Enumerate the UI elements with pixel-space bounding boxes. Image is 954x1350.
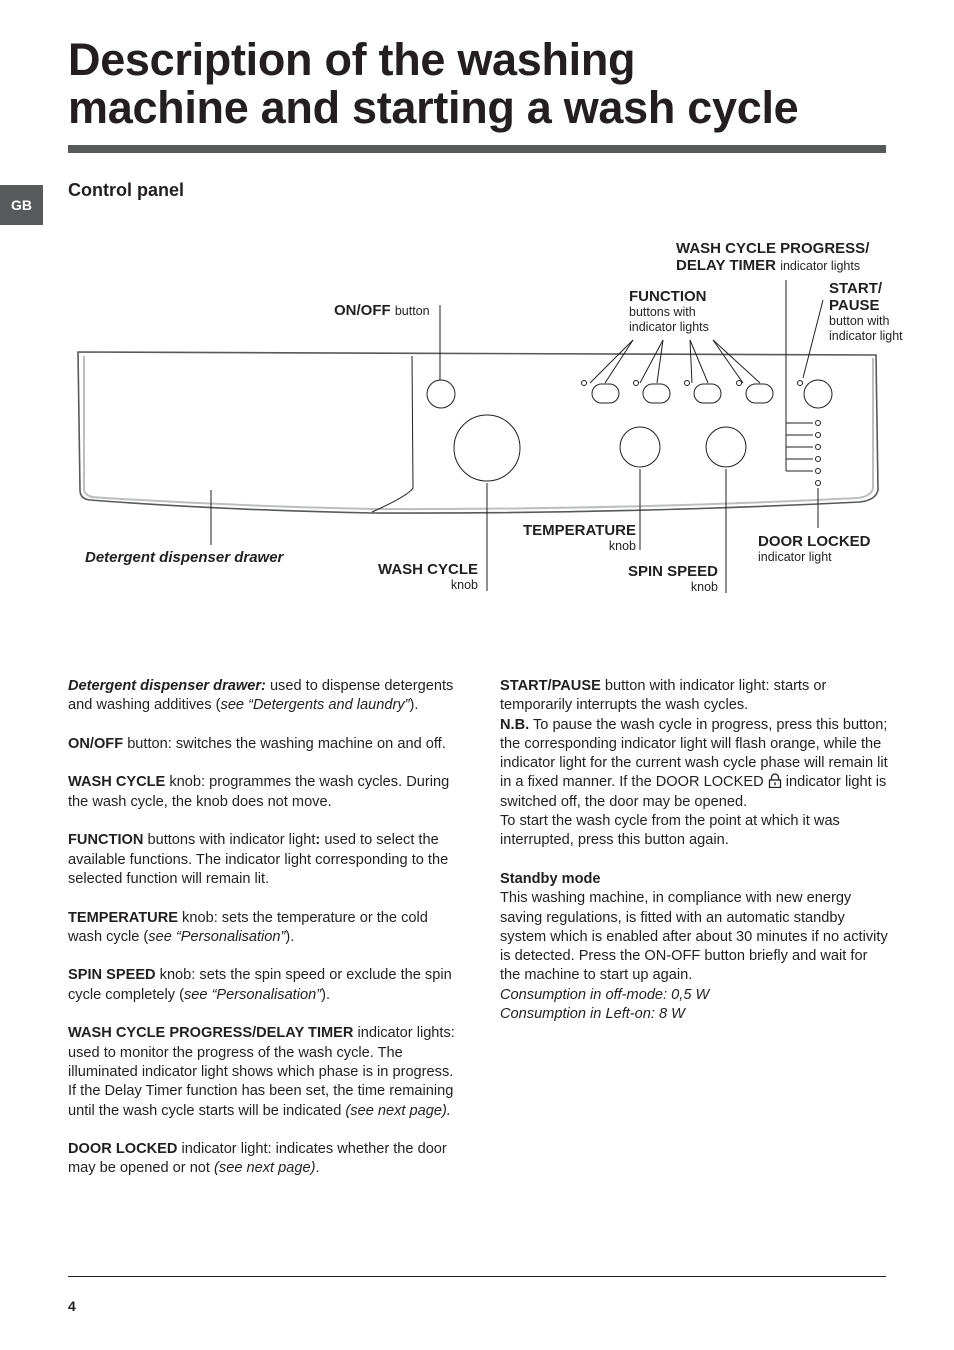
para-temperature: TEMPERATURE knob: sets the temperature or the cold wash cycle (see “Personalisation”). xyxy=(68,909,428,945)
consumption-left-on: Consumption in Left-on: 8 W xyxy=(500,1006,685,1023)
title-rule xyxy=(68,145,886,153)
para-nb: N.B. To pause the wash cycle in progress, press this button; the corresponding indicator light will flash orange, while the indicator light for the current wash cycle phase will remain lit in a fixed manner. If the DOOR LOCKED indicator light is switched off, the door may be opened. xyxy=(500,716,888,810)
door-locked-label: DOOR LOCKED indicator light xyxy=(758,533,871,564)
spin-speed-label: SPIN SPEED knob xyxy=(627,563,718,594)
panel-inner-edge xyxy=(84,356,94,497)
wash-cycle-label: WASH CYCLE knob xyxy=(377,561,478,592)
description-left-column xyxy=(68,677,458,1198)
para-start-pause: START/PAUSE button with indicator light: starts or temporarily interrupts the wash cycles. xyxy=(500,678,827,714)
para-spin-speed: SPIN SPEED knob: sets the spin speed or exclude the spin cycle completely (see “Personalisation”). xyxy=(68,967,452,1003)
temperature-knob-shape xyxy=(620,427,660,467)
function-label: FUNCTION buttons with indicator lights xyxy=(629,288,709,334)
para-wash-progress: WASH CYCLE PROGRESS/DELAY TIMER indicator lights: used to monitor the progress of the wash cycle. The illuminated indicator light shows which phase is in progress. xyxy=(68,1025,455,1080)
temperature-label: TEMPERATURE knob xyxy=(522,522,636,553)
detergent-drawer-label: Detergent dispenser drawer xyxy=(85,549,284,566)
lock-icon xyxy=(768,773,782,788)
para-wash-cycle: WASH CYCLE knob: programmes the wash cycles. During the wash cycle, the knob does not move. xyxy=(68,774,450,810)
para-onoff: ON/OFF button: switches the washing machine on and off. xyxy=(68,735,446,752)
function-button-2 xyxy=(643,384,670,403)
footer-rule xyxy=(68,1276,886,1277)
para-function: FUNCTION buttons with indicator light: used to select the available functions. The indicator light corresponding to the selected function will remain lit. xyxy=(68,832,449,887)
section-title: Control panel xyxy=(68,180,184,200)
drawer-divider xyxy=(372,356,413,512)
spin-speed-knob-shape xyxy=(706,427,746,467)
para-restart: To start the wash cycle from the point at which it was interrupted, press this button again. xyxy=(500,813,840,849)
title-line-1: Description of the washing xyxy=(68,34,636,85)
onoff-button-shape xyxy=(427,380,455,408)
para-delay-timer: If the Delay Timer function has been set, the time remaining until the wash cycle starts will be indicated (see next page). xyxy=(68,1083,454,1119)
para-detergent: Detergent dispenser drawer: used to dispense detergents and washing additives (see “Detergents and laundry”). xyxy=(68,678,454,714)
wash-cycle-knob-shape xyxy=(454,415,520,481)
start-pause-button-shape xyxy=(804,380,832,408)
wash-progress-label: WASH CYCLE PROGRESS/ DELAY TIMER indicator lights xyxy=(676,240,870,274)
page-title xyxy=(68,36,898,132)
function-button-4 xyxy=(746,384,773,403)
function-button-1 xyxy=(592,384,619,403)
panel-outline xyxy=(78,352,878,513)
page-number: 4 xyxy=(68,1298,76,1314)
consumption-off: Consumption in off-mode: 0,5 W xyxy=(500,986,710,1003)
function-button-3 xyxy=(694,384,721,403)
language-tab: GB xyxy=(0,185,43,225)
title-line-2: machine and starting a wash cycle xyxy=(68,82,799,133)
onoff-label: ON/OFF button xyxy=(334,302,430,319)
para-door-locked: DOOR LOCKED indicator light: indicates whether the door may be opened or not (see next page). xyxy=(68,1141,447,1177)
para-standby: This washing machine, in compliance with new energy saving regulations, is fitted with an automatic standby system which is enabled after about 30 minutes if no activity is detected. Press the ON-OFF button briefly and wait for the machine to start up again. xyxy=(500,890,888,984)
start-pause-label: START/ PAUSE button with indicator light xyxy=(829,280,903,343)
standby-title: Standby mode xyxy=(500,870,601,887)
description-right-column xyxy=(500,677,890,1024)
